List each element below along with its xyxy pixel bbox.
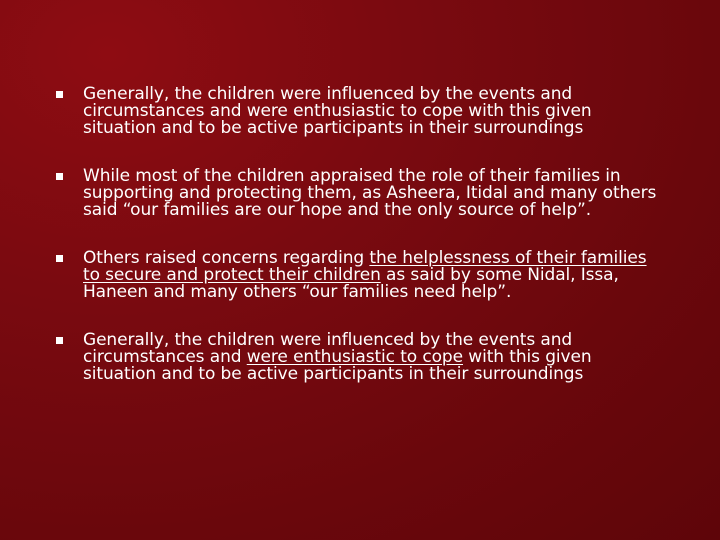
bullet-text-line: situation and to be active participants in their surroundings [83,364,584,384]
bullet-list [56,86,696,414]
bullet-text-line: While most of the children appraised the role of their families in [83,166,621,186]
bullet-text-segment: as said by some Nidal, Issa, [380,265,619,285]
bullet-text-line: Generally, the children were influenced by the events and [83,330,573,350]
bullet-item [56,332,696,383]
bullet-text-line: supporting and protecting them, as Asheera, Itidal and many others [83,183,657,203]
square-bullet-icon [56,91,63,98]
bullet-text-line: Haneen and many others “our families need help”. [83,282,512,302]
square-bullet-icon [56,255,63,262]
underlined-phrase: to secure and protect their children [83,265,381,285]
bullet-item [56,168,696,219]
underlined-phrase: the helplessness of their families [369,248,647,268]
bullet-text-line: said “our families are our hope and the only source of help”. [83,200,592,220]
bullet-item [56,86,696,137]
bullet-text-line: situation and to be active participants in their surroundings [83,118,584,138]
bullet-text-segment: Others raised concerns regarding [83,248,370,268]
bullet-item [56,250,696,301]
square-bullet-icon [56,173,63,180]
bullet-text-line: circumstances and were enthusiastic to cope with this given [83,101,592,121]
underlined-phrase: were enthusiastic to cope [246,347,463,367]
bullet-text-segment: circumstances and [83,347,247,367]
square-bullet-icon [56,337,63,344]
bullet-text-segment: with this given [463,347,592,367]
bullet-text-line: Generally, the children were influenced by the events and [83,84,573,104]
